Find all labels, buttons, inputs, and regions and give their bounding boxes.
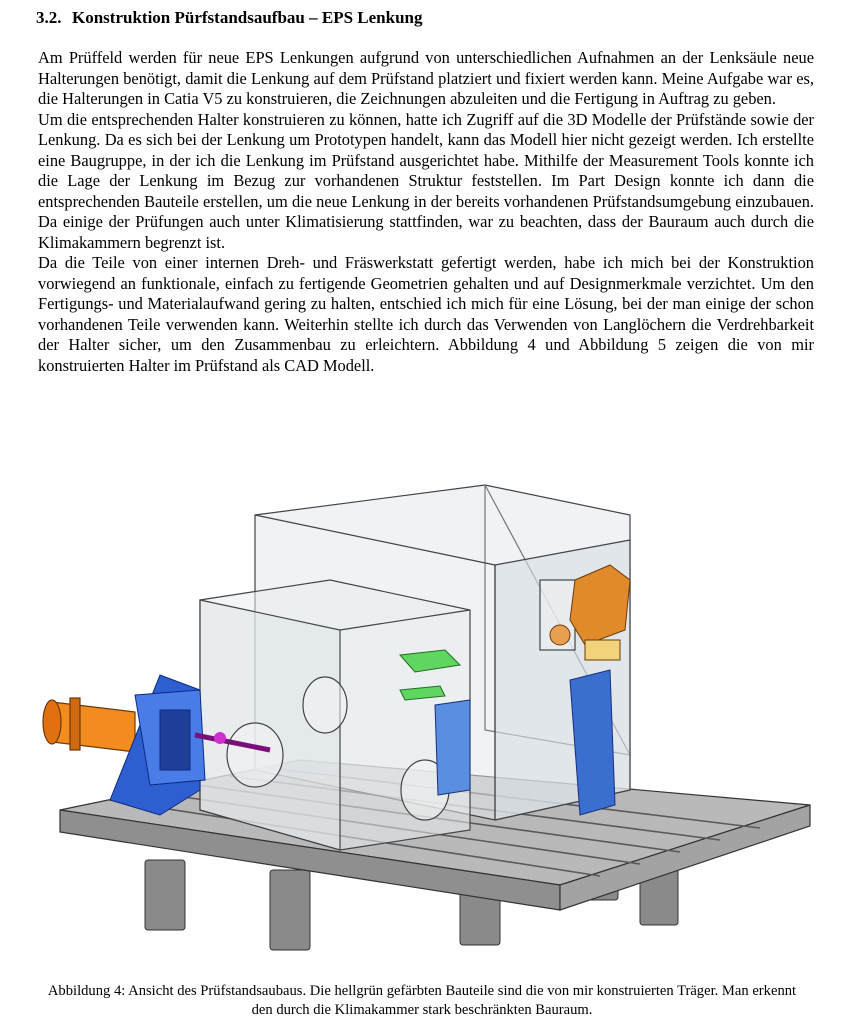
- cad-figure: [40, 470, 820, 970]
- figure-caption: Abbildung 4: Ansicht des Prüfstandsaubaus. Die hellgrün gefärbten Bauteile sind die von mir konstruierten Träger. Man erkennt den durch die Klimakammer stark beschränkten Bauraum.: [47, 983, 797, 1018]
- section-heading: [36, 8, 423, 28]
- section-title: Konstruktion Pürfstandsaufbau – EPS Lenkung: [72, 8, 423, 27]
- section-number: 3.2.: [36, 8, 62, 27]
- paragraph-3: Da die Teile von einer internen Dreh- und Fräswerkstatt gefertigt werden, habe ich mich bei der Konstruktion vorwiegend an funktionale, einfach zu fertigende Geometrien gehalten und auf Designmerkmale verzichtet. Um den Fertigungs- und Materialaufwand gering zu halten, entschied ich mich für eine Lösung, bei der man einige der schon vorhandenen Teile verwenden kann. Weiterhin stellte ich durch das Verwenden von Langlöchern die Verdrehbarkeit der Halter sicher, um den Zusammenbau zu erleichtern. Abbildung 4 und Abbildung 5 zeigen die von mir konstruierten Halter im Prüfstand als CAD Modell.: [38, 253, 814, 375]
- body-text: [38, 48, 814, 376]
- paragraph-1: Am Prüffeld werden für neue EPS Lenkungen aufgrund von unterschiedlichen Aufnahmen an der Lenksäule neue Halterungen benötigt, damit die Lenkung auf dem Prüfstand platziert und fixiert werden kann. Meine Aufgabe war es, die Halterungen in Catia V5 zu konstruieren, die Zeichnungen abzuleiten und die Fertigung in Auftrag zu geben.: [38, 48, 814, 108]
- front-chamber: [200, 580, 470, 850]
- paragraph-2: Um die entsprechenden Halter konstruieren zu können, hatte ich Zugriff auf die 3D Modelle der Prüfstände sowie der Lenkung. Da es sich bei der Lenkung um Prototypen handelt, kann das Modell hier nicht gezeigt werden. Ich erstellte eine Baugruppe, in der ich die Lenkung im Prüfstand ausgerichtet habe. Mithilfe der Measurement Tools konnte ich die Lage der Lenkung im Bezug zur vorhandenen Struktur feststellen. Im Part Design konnte ich dann die entsprechenden Bauteile erstellen, um die neue Lenkung in der bereits vorhandenen Prüfstandsumgebung einzubauen. Da einige der Prüfungen auch unter Klimatisierung stattfinden, war zu beachten, dass der Bauraum auch durch die Klimakammern begrenzt ist.: [38, 109, 814, 252]
- test-bench-cad-drawing: [40, 470, 820, 970]
- shaft-coupling: [214, 732, 226, 744]
- orange-motor-tube: [43, 698, 135, 752]
